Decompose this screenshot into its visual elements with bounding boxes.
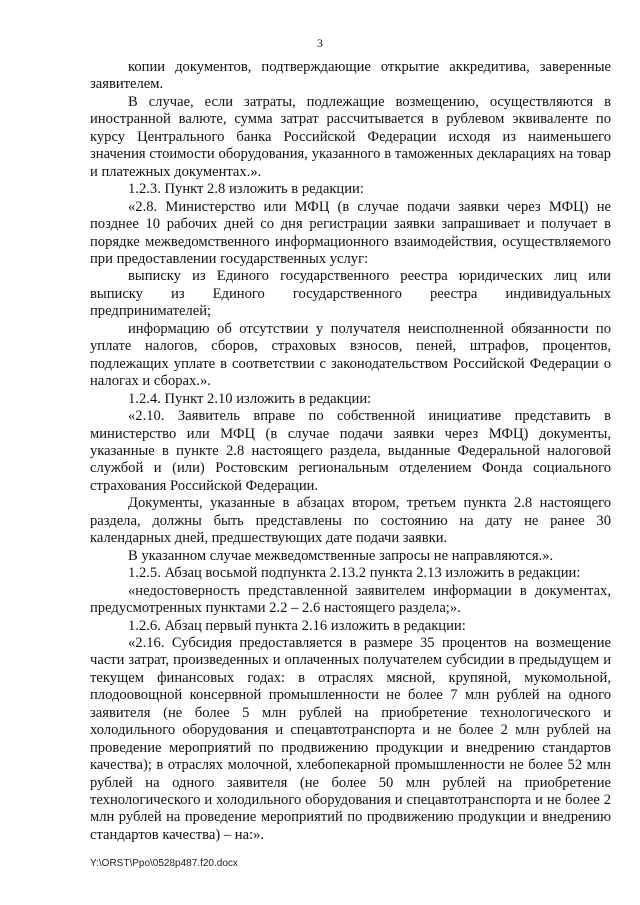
paragraph: В указанном случае межведомственные запросы не направляются.». xyxy=(128,547,554,564)
paragraph: 1.2.4. Пункт 2.10 изложить в редакции: xyxy=(128,390,372,407)
paragraph: «2.16. Субсидия предоставляется в размере 35 процентов на возмещение части затрат, произведенных и оплаченных получателем субсидии в предыдущем и текущем финансовых годах: в отраслях мясной, крупяной, мукомольной, плодоовощной консервной промышленности не более 7 млн рублей на одного заявителя (не более 5 млн рублей на приобретение технологического и холодильного оборудования и спецавтотранспорта и не более 2 млн рублей на проведение мероприятий по продвижению продукции и внедрению стандартов качества); в отраслях молочной, хлебопекарной промышленности не более 52 млн рублей на одного заявителя (не более 50 млн рублей на приобретение технологического и холодильного оборудования и спецавтотранспорта и не более 2 млн рублей на проведение мероприятий по продвижению продукции и внедрению стандартов качества) – на:». xyxy=(90,634,611,843)
paragraph: «недостоверность представленной заявителем информации в документах, предусмотренных пунктами 2.2 – 2.6 настоящего раздела;». xyxy=(90,582,611,617)
paragraph: «2.10. Заявитель вправе по собственной инициативе представить в министерство или МФЦ (в случае подачи заявки через МФЦ) документы, указанные в пункте 2.8 настоящего раздела, выданные Федеральной налоговой службой и (или) Ростовским региональным отделением Фонда социального страхования Российской Федерации. xyxy=(90,408,611,494)
paragraph: «2.8. Министерство или МФЦ (в случае подачи заявки через МФЦ) не позднее 10 рабочих дней со дня регистрации заявки запрашивает и получает в порядке межведомственного информационного взаимодействия, осуществляемого при предоставлении государственных услуг: xyxy=(90,198,611,267)
paragraph: копии документов, подтверждающие открытие аккредитива, заверенные заявителем. xyxy=(90,59,611,93)
paragraph: информацию об отсутствии у получателя неисполненной обязанности по уплате налогов, сборов, страховых взносов, пеней, штрафов, процентов, подлежащих уплате в соответствии с законодательством Российской Федерации о налогах и сборах.». xyxy=(90,320,611,390)
paragraph: Документы, указанные в абзацах втором, третьем пункта 2.8 настоящего раздела, должны быть представлены по состоянию на дату не ранее 30 календарных дней, предшествующих дате подачи заявки. xyxy=(90,495,611,547)
paragraph: 1.2.5. Абзац восьмой подпункта 2.13.2 пункта 2.13 изложить в редакции: xyxy=(128,565,581,582)
paragraph: выписку из Единого государственного реестра юридических лиц или выписку из Единого государственного реестра индивидуальных предпринимателей; xyxy=(90,268,611,320)
document-body xyxy=(90,59,611,844)
file-path-footer: Y:\ORST\Ppo\0528p487.f20.docx xyxy=(90,858,238,869)
paragraph: 1.2.3. Пункт 2.8 изложить в редакции: xyxy=(128,181,364,198)
paragraph: В случае, если затраты, подлежащие возмещению, осуществляются в иностранной валюте, сумма затрат рассчитывается в рублевом эквиваленте по курсу Центрального банка Российской Федерации исходя из наименьшего значения стоимости оборудования, указанного в таможенных декларациях на товар и платежных документах.». xyxy=(90,93,611,180)
paragraph: 1.2.6. Абзац первый пункта 2.16 изложить в редакции: xyxy=(128,617,466,634)
page-number: 3 xyxy=(317,36,323,50)
